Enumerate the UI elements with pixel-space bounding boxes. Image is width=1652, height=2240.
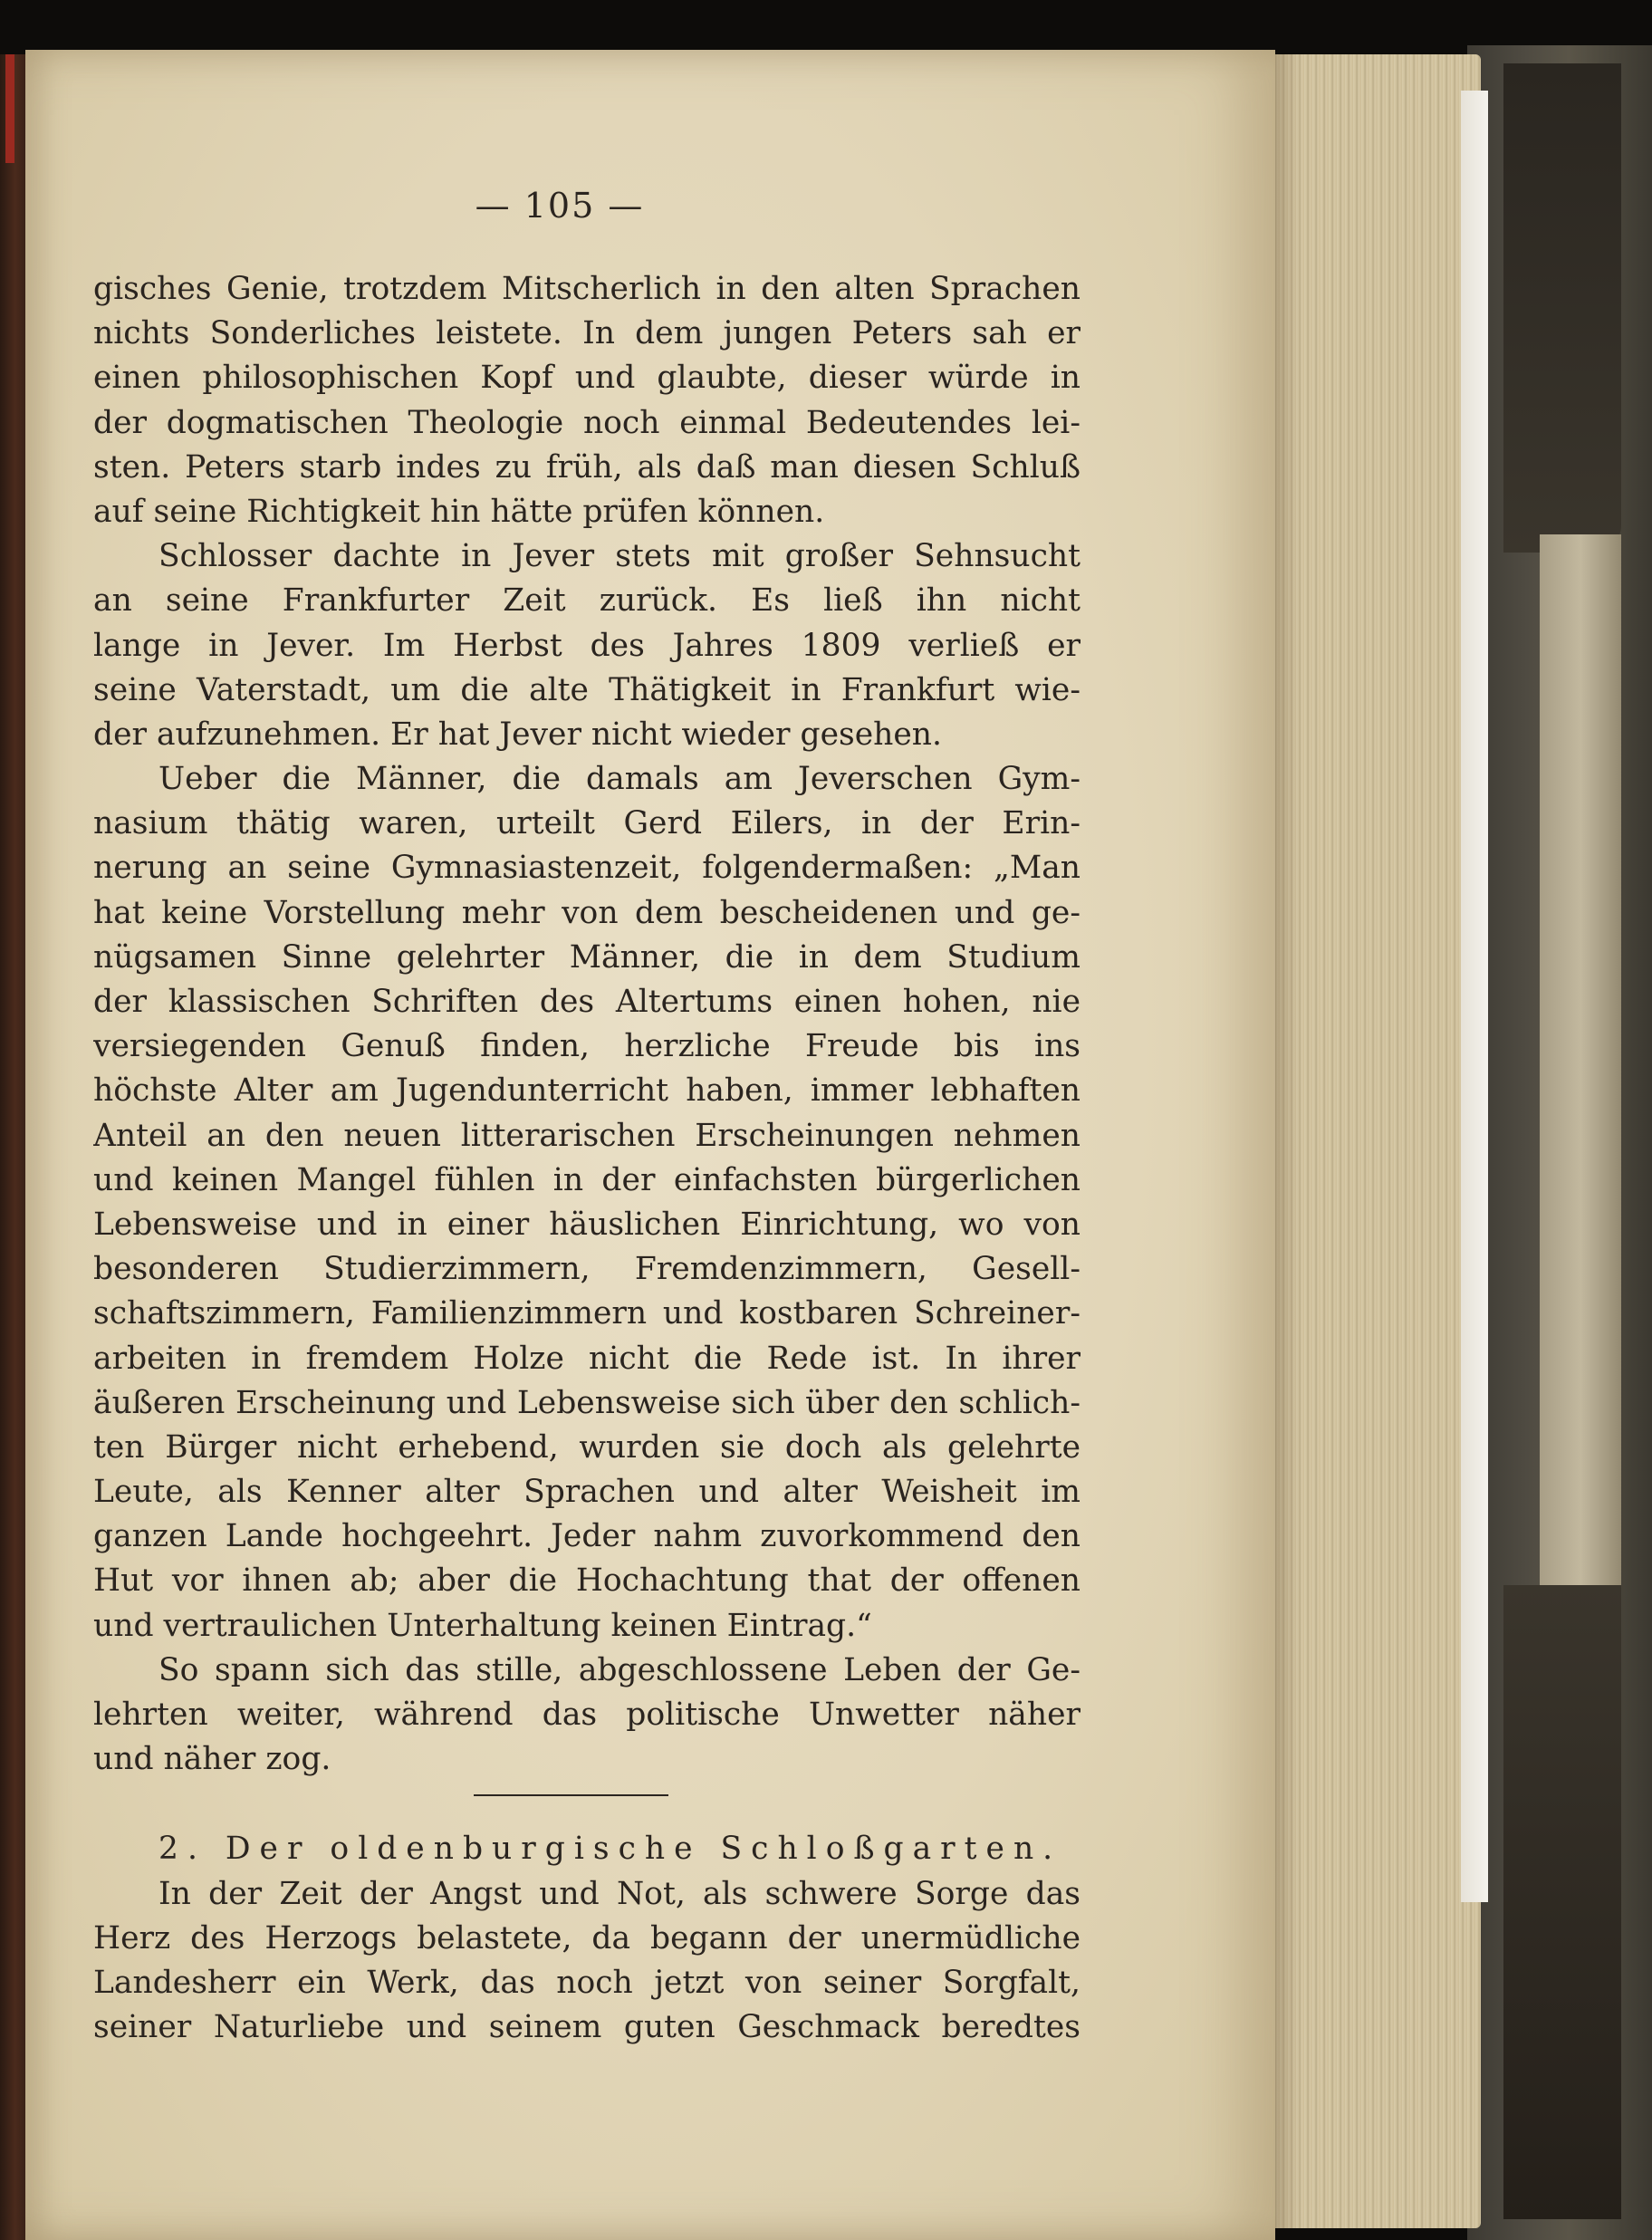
text-line: versiegenden Genuß finden, herzliche Freude bis ins [93, 1028, 1081, 1065]
text-line: ganzen Lande hochgeehrt. Jeder nahm zuvorkommend den [93, 1518, 1081, 1555]
text-line: Schlosser dachte in Jever stets mit großer Sehnsucht [158, 538, 1081, 575]
text-line: nichts Sonderliches leistete. In dem jungen Peters sah er [93, 315, 1081, 352]
cloth-binding [1540, 534, 1621, 1585]
text-line: der klassischen Schriften des Altertums einen hohen, nie [93, 984, 1081, 1020]
leather-corner-top [1503, 63, 1621, 553]
text-line: gisches Genie, trotzdem Mitscherlich in den alten Sprachen [93, 271, 1081, 307]
text-line: Anteil an den neuen litterarischen Erscheinungen nehmen [93, 1117, 1081, 1154]
text-line: nasium thätig waren, urteilt Gerd Eilers, in der Erin- [93, 805, 1081, 842]
text-line: der dogmatischen Theologie noch einmal Bedeutendes lei- [93, 404, 1081, 441]
text-line: nerung an seine Gymnasiastenzeit, folgendermaßen: „Man [93, 850, 1081, 887]
text-line: Leute, als Kenner alter Sprachen und alter Weisheit im [93, 1474, 1081, 1511]
text-line: ten Bürger nicht erhebend, wurden sie doch als gelehrte [93, 1428, 1081, 1466]
text-line: hat keine Vorstellung mehr von dem bescheidenen und ge- [93, 894, 1081, 931]
text-line: nügsamen Sinne gelehrter Männer, die in dem Studium [93, 938, 1081, 976]
text-line: In der Zeit der Angst und Not, als schwere Sorge das [158, 1875, 1081, 1912]
text-line: Lebensweise und in einer häuslichen Einrichtung, wo von [93, 1206, 1081, 1243]
text-line: lehrten weiter, während das politische Unwetter näher [93, 1697, 1081, 1733]
text-line: Landesherr ein Werk, das noch jetzt von seiner Sorgfalt, [93, 1964, 1081, 2001]
text-line: arbeiten in fremdem Holze nicht die Rede ist. In ihrer [93, 1340, 1081, 1377]
paragraph-2 [93, 534, 1081, 757]
red-page-edge [5, 54, 14, 163]
book-cover-right [1467, 45, 1652, 2240]
text-line: seiner Naturliebe und seinem guten Geschmack beredtes [93, 2009, 1081, 2046]
text-line: Hut vor ihnen ab; aber die Hochachtung that der offenen [93, 1562, 1081, 1600]
page-text [93, 267, 1081, 2050]
book-page [25, 50, 1275, 2240]
text-line: an seine Frankfurter Zeit zurück. Es ließ ihn nicht [93, 582, 1081, 620]
text-line: lange in Jever. Im Herbst des Jahres 1809 verließ er [93, 627, 1081, 664]
text-line: besonderen Studierzimmern, Fremdenzimmern, Gesell- [93, 1251, 1081, 1288]
text-line: und keinen Mangel fühlen in der einfachsten bürgerlichen [93, 1161, 1081, 1198]
page-block-edges [1263, 54, 1481, 2228]
book-cover-left-edge [0, 54, 25, 2240]
text-line: und vertraulichen Unterhaltung keinen Eintrag.“ [93, 1607, 872, 1644]
paragraph-3 [93, 757, 1081, 1649]
text-line: schaftszimmern, Familienzimmern und kostbaren Schreiner- [93, 1295, 1081, 1332]
text-line: Ueber die Männer, die damals am Jeverschen Gym- [158, 761, 1081, 798]
white-endpaper [1461, 91, 1488, 1902]
section-paragraph [93, 1872, 1081, 2051]
text-line: auf seine Richtigkeit hin hätte prüfen können. [93, 493, 825, 530]
section-heading: 2. Der oldenburgische Schloßgarten. [158, 1831, 1062, 1868]
leather-corner-bottom [1503, 1585, 1621, 2219]
text-line: sten. Peters starb indes zu früh, als daß man diesen Schluß [93, 448, 1081, 485]
paragraph-1 [93, 267, 1081, 534]
text-line: So spann sich das stille, abgeschlossene Leben der Ge- [158, 1651, 1081, 1688]
paragraph-4 [93, 1649, 1081, 1783]
text-line: und näher zog. [93, 1741, 331, 1778]
text-line: äußeren Erscheinung und Lebensweise sich über den schlich- [93, 1384, 1081, 1421]
text-line: einen philosophischen Kopf und glaubte, dieser würde in [93, 360, 1081, 397]
text-line: höchste Alter am Jugendunterricht haben, immer lebhaften [93, 1072, 1081, 1110]
text-line: seine Vaterstadt, um die alte Thätigkeit in Frankfurt wie- [93, 671, 1081, 708]
text-line: der aufzunehmen. Er hat Jever nicht wieder gesehen. [93, 716, 942, 753]
text-line: Herz des Herzogs belastete, da begann der unermüdliche [93, 1919, 1081, 1956]
page-number: — 105 — [475, 186, 645, 226]
